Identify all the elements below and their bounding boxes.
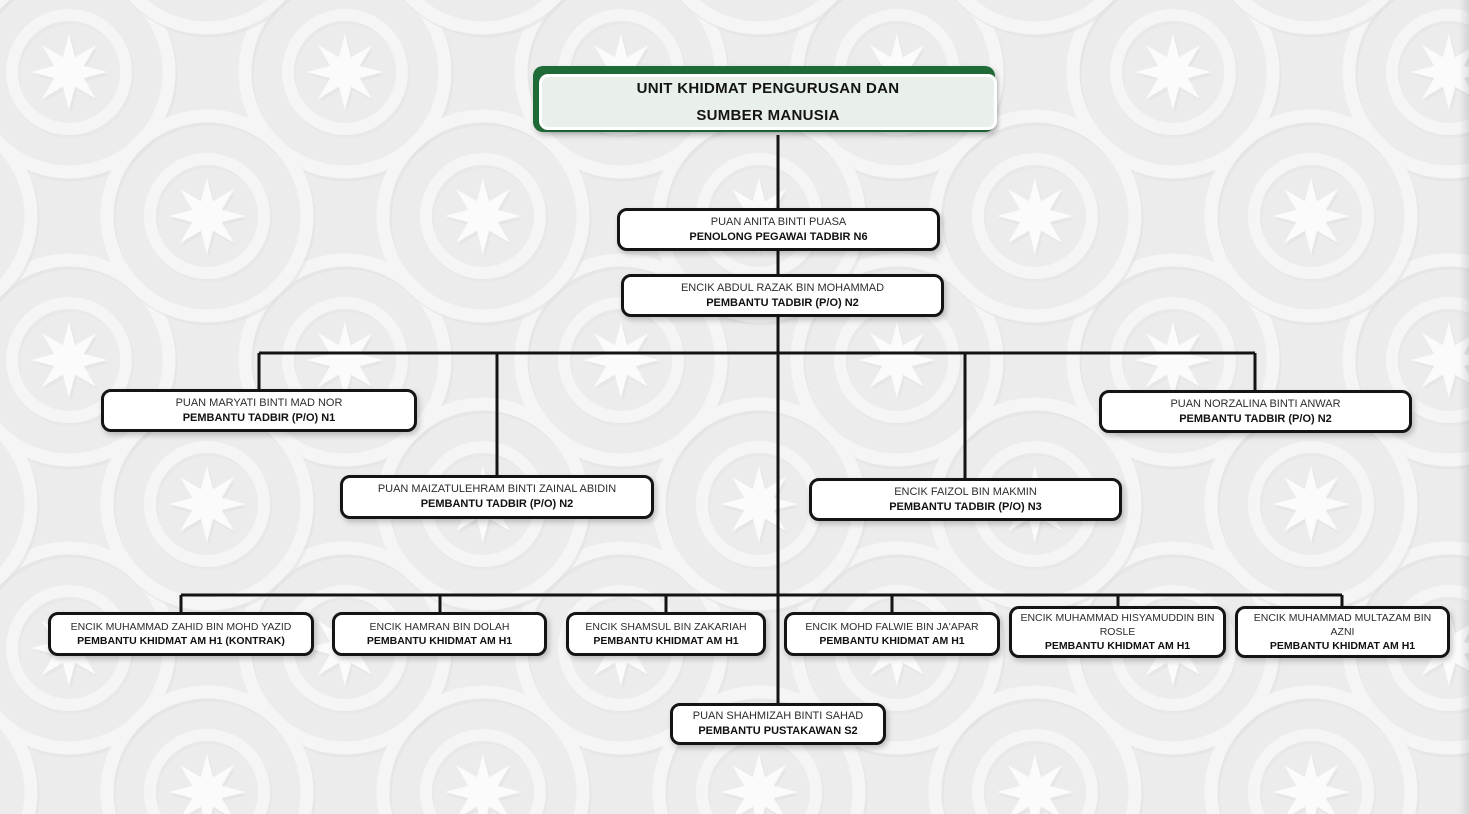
node-role: PEMBANTU TADBIR (P/O) N2 [1179,412,1332,425]
node-role: PEMBANTU TADBIR (P/O) N3 [889,500,1042,513]
org-node-abdul-razak [621,274,944,317]
node-role: PEMBANTU KHIDMAT AM H1 [819,635,965,647]
node-name: ENCIK SHAMSUL BIN ZAKARIAH [585,621,747,633]
node-name: PUAN NORZALINA BINTI ANWAR [1170,397,1341,410]
right-edge-shadow [1459,0,1469,814]
node-role: PEMBANTU KHIDMAT AM H1 [366,635,513,647]
org-node-hisyamuddin [1009,606,1226,658]
unit-title-box [533,66,1003,136]
org-node-faizol [809,478,1122,521]
org-node-falwie [784,612,1000,656]
node-name: ENCIK MUHAMMAD HISYAMUDDIN BIN ROSLE [1020,612,1215,638]
unit-title-line2: SUMBER MANUSIA [696,107,840,124]
node-name: ENCIK MUHAMMAD MULTAZAM BIN AZNI [1253,612,1432,638]
node-name: ENCIK MUHAMMAD ZAHID BIN MOHD YAZID [70,621,292,633]
org-node-maizatulehram [340,475,654,519]
node-name: ENCIK FAIZOL BIN MAKMIN [894,485,1037,498]
node-role: PENOLONG PEGAWAI TADBIR N6 [689,230,868,243]
node-role: PEMBANTU TADBIR (P/O) N1 [182,411,336,424]
node-name: PUAN SHAHMIZAH BINTI SAHAD [692,710,864,722]
org-node-anita [617,208,940,251]
node-name: ENCIK MOHD FALWIE BIN JA'APAR [805,621,979,633]
node-name: PUAN MAIZATULEHRAM BINTI ZAINAL ABIDIN [377,483,617,495]
unit-title-line1: UNIT KHIDMAT PENGURUSAN DAN [636,80,900,97]
org-node-hamran [332,612,547,656]
node-name: ENCIK ABDUL RAZAK BIN MOHAMMAD [680,281,885,294]
node-role: PEMBANTU KHIDMAT AM H1 (KONTRAK) [77,635,285,647]
org-node-zahid [48,612,314,656]
unit-title-box-front [539,74,997,130]
org-node-multazam [1235,606,1450,658]
org-node-norzalina [1099,390,1412,433]
org-node-shamsul [566,612,766,656]
node-role: PEMBANTU KHIDMAT AM H1 [1044,640,1191,652]
org-node-shahmizah [670,703,886,745]
node-name: ENCIK HAMRAN BIN DOLAH [369,621,510,633]
node-name: PUAN MARYATI BINTI MAD NOR [175,396,343,409]
node-role: PEMBANTU PUSTAKAWAN S2 [698,725,858,737]
node-name: PUAN ANITA BINTI PUASA [710,215,847,228]
org-node-maryati [101,389,417,432]
node-role: PEMBANTU KHIDMAT AM H1 [1269,640,1416,652]
node-role: PEMBANTU TADBIR (P/O) N2 [706,296,859,309]
node-role: PEMBANTU KHIDMAT AM H1 [593,635,739,647]
node-role: PEMBANTU TADBIR (P/O) N2 [420,498,574,510]
